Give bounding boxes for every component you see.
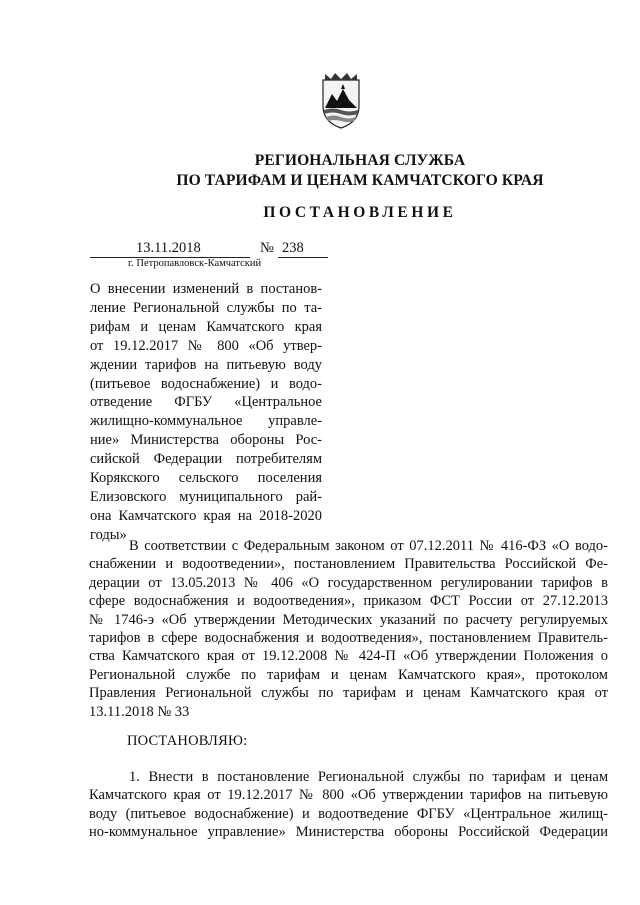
preamble-line: № 1746-э «Об утверждении Методических указаний по расчету регулируемых: [89, 611, 608, 628]
document-number: 238: [282, 240, 304, 256]
preamble-paragraph: [89, 537, 608, 721]
item-1-line: воду (питьевое водоснабжение) и водоотведение ФГБУ «Центральное жилищ-: [89, 805, 608, 822]
preamble-line: Правления Региональной службы по тарифам и ценам Камчатского края от: [89, 685, 608, 702]
preamble-line: дерации от 13.05.2013 № 406 «О государственном регулировании тарифов в: [89, 574, 608, 591]
subject-line: она Камчатского края на 2018-2020: [90, 507, 322, 524]
subject-line: сийской Федерации потребителям: [90, 451, 322, 468]
document-date: 13.11.2018: [136, 240, 201, 256]
subject-line: от 19.12.2017 № 800 «Об утвер-: [90, 337, 322, 354]
subject-line: ние» Министерства обороны Рос-: [90, 432, 322, 449]
org-name-line-1: РЕГИОНАЛЬНАЯ СЛУЖБА: [254, 152, 466, 169]
subject-line: (питьевое водоснабжение) и водо-: [90, 375, 322, 392]
subject-line: отведение ФГБУ «Центральное: [90, 394, 322, 411]
subject-line: ждении тарифов на питьевую воду: [90, 356, 322, 373]
org-name-line-2: ПО ТАРИФАМ И ЦЕНАМ КАМЧАТСКОГО КРАЯ: [176, 172, 544, 189]
preamble-line: снабжении и водоотведении», постановлением Правительства Российской Фе-: [89, 556, 608, 573]
item-1-line: но-коммунальное управление» Министерства обороны Российской Федерации: [89, 824, 608, 841]
document-subject: [90, 280, 322, 545]
item-1-paragraph: [89, 768, 608, 842]
document-type: ПОСТАНОВЛЕНИЕ: [263, 204, 457, 221]
kamchatka-coat-of-arms-icon: [321, 70, 361, 130]
preamble-line: 13.11.2018 № 33: [89, 703, 190, 720]
subject-line: жилищно-коммунальное управле-: [90, 413, 322, 430]
item-1-line: 1. Внести в постановление Региональной службы по тарифам и ценам: [129, 769, 608, 785]
number-underline: [278, 257, 328, 258]
preamble-line: Региональной службе по тарифам и ценам Камчатского края», протоколом: [89, 666, 608, 683]
preamble-line: тарифов в сфере водоснабжения и водоотведения», постановлением Правитель-: [89, 630, 608, 647]
preamble-line: сфере водоснабжения и водоотведения», приказом ФСТ России от 27.12.2013: [89, 593, 608, 610]
preamble-line: В соответствии с Федеральным законом от 07.12.2011 № 416-ФЗ «О водо-: [129, 538, 608, 554]
item-1-line: Камчатского края от 19.12.2017 № 800 «Об утверждении тарифов на питьевую: [89, 787, 608, 804]
subject-line: годы»: [90, 526, 127, 543]
subject-line: ление Региональной службы по та-: [90, 299, 322, 316]
number-sign: №: [260, 240, 274, 256]
subject-line: О внесении изменений в постанов-: [90, 281, 322, 297]
organization-name: [140, 151, 580, 191]
subject-line: Елизовского муниципального рай-: [90, 488, 322, 505]
subject-line: рифам и ценам Камчатского края: [90, 318, 322, 335]
decree-heading: ПОСТАНОВЛЯЮ:: [127, 733, 248, 749]
preamble-line: ства Камчатского края от 19.12.2008 № 424-П «Об утверждении Положения о: [89, 648, 608, 665]
subject-line: Корякского сельского поселения: [90, 470, 322, 487]
document-city: г. Петропавловск-Камчатский: [128, 258, 262, 269]
